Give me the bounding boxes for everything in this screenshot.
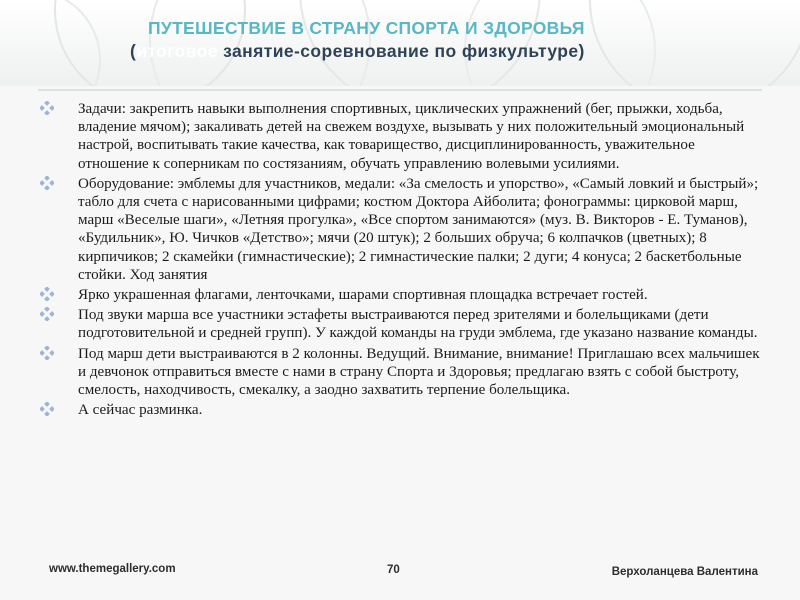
list-item-text: Под звуки марша все участники эстафеты выстраиваются перед зрителями и болельщиками (дети подготовительной и средней групп). У каждой команды на груди эмблема, где указано название команды. bbox=[78, 307, 758, 342]
header-divider bbox=[38, 89, 762, 91]
page-title: ПУТЕШЕСТВИЕ В СТРАНУ СПОРТА И ЗДОРОВЬЯ bbox=[148, 18, 585, 38]
list-item bbox=[40, 100, 760, 173]
list-item-text: А сейчас разминка. bbox=[78, 402, 203, 419]
diamond-bullet-icon bbox=[40, 176, 56, 192]
page-subtitle bbox=[130, 41, 750, 62]
footer-website-link[interactable]: www.themegallery.com bbox=[49, 563, 176, 575]
list-item-text: Задачи: закрепить навыки выполнения спортивных, циклических упражнений (бег, прыжки, ходьба, владение мячом); закаливать детей на свежем воздухе, вызывать у них положительный эмоциональный настрой, воспитывать такие качества, как товарищество, дисциплинированность, уважительное отношение к соперникам по состязаниям, обучать управлению волевыми усилиями. bbox=[78, 101, 745, 172]
list-item bbox=[40, 286, 760, 304]
bullet-list bbox=[40, 100, 760, 421]
diamond-bullet-icon bbox=[40, 402, 56, 418]
list-item-text: Под марш дети выстраиваются в 2 колонны. Ведущий. Внимание, внимание! Приглашаю всех мальчишек и девчонок отправиться вместе с нами в страну Спорта и Здоровья; предлагаю взять с собой быстроту, смелость, находчивость, смекалку, а заодно захватить терпение болельщика. bbox=[78, 345, 760, 399]
subtitle-faded-word: итоговое bbox=[136, 41, 218, 61]
list-item-text: Оборудование: эмблемы для участников, медали: «За смелость и упорство», «Самый ловкий и быстрый»; табло для счета с нарисованными цифрами; костюм Доктора Айболита; фонограммы: цирковой марш, марш «Веселые шаги», «Летняя прогулка», «Все спортом занимаются» (муз. В. Викторов - Е. Туманов), «Будильник», Ю. Чичков «Детство»; мячи (20 штук); 2 больших обруча; 6 колпачков (цветных); 8 кирпичиков; 2 скамейки (гимнастические); 2 гимнастические палки; 2 дуги; 4 конуса; 2 баскетбольные стойки. Ход занятия bbox=[78, 175, 759, 283]
subtitle-rest: занятие-соревнование по физкультуре) bbox=[217, 41, 585, 61]
diamond-bullet-icon bbox=[40, 307, 56, 323]
subtitle-open-paren: ( bbox=[130, 41, 137, 61]
list-item bbox=[40, 306, 760, 342]
list-item bbox=[40, 401, 760, 419]
list-item bbox=[40, 175, 760, 284]
footer-author: Верхоланцева Валентина bbox=[611, 566, 758, 578]
diamond-bullet-icon bbox=[40, 101, 56, 117]
diamond-bullet-icon bbox=[40, 346, 56, 362]
list-item-text: Ярко украшенная флагами, ленточками, шарами спортивная площадка встречает гостей. bbox=[78, 287, 648, 304]
diamond-bullet-icon bbox=[40, 287, 56, 303]
page-number: 70 bbox=[387, 564, 400, 576]
list-item bbox=[40, 345, 760, 400]
